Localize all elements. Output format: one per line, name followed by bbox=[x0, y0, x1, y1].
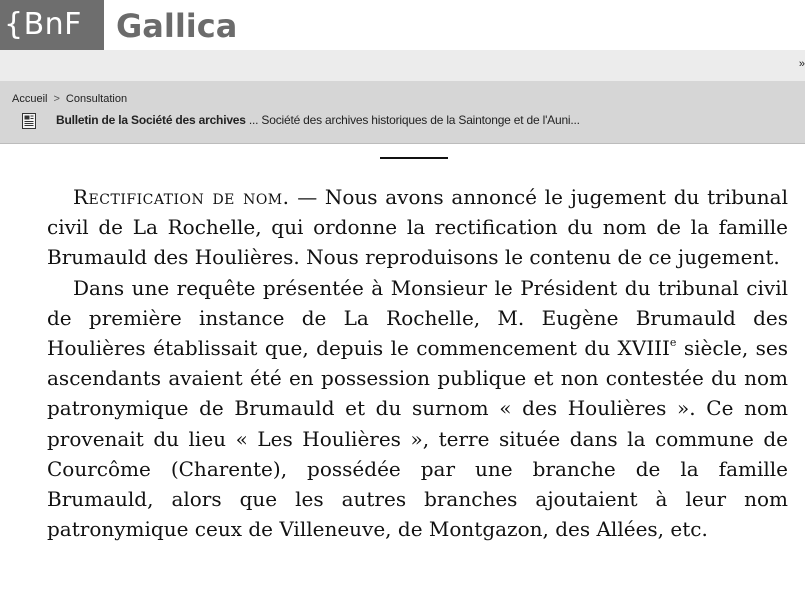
breadcrumb-home-link[interactable]: Accueil bbox=[12, 93, 48, 105]
page-text bbox=[47, 182, 788, 544]
paragraph-1-heading: Rectification de nom. bbox=[73, 185, 290, 209]
bnf-logo[interactable]: {BnF bbox=[0, 0, 104, 50]
header-strip bbox=[0, 50, 805, 81]
paragraph-1-body: — Nous avons annoncé le jugement du tribunal civil de La Rochelle, qui ordonne la rectification du nom de la famille Brumauld des Houlières. Nous reproduisons le contenu de ce jugement. bbox=[47, 185, 788, 270]
consultation-bar bbox=[0, 81, 805, 144]
strip-arrow-icon[interactable]: » bbox=[798, 58, 805, 70]
page-divider-rule bbox=[380, 157, 448, 159]
paragraph-1 bbox=[47, 182, 788, 273]
breadcrumb-current: Consultation bbox=[65, 93, 128, 105]
document-title-link[interactable]: Bulletin de la Société des archives bbox=[56, 113, 246, 128]
breadcrumb-separator: > bbox=[53, 93, 60, 105]
gallica-brand[interactable]: Gallica bbox=[116, 7, 238, 45]
breadcrumb bbox=[12, 93, 127, 105]
document-page-view[interactable] bbox=[0, 144, 805, 601]
document-info bbox=[22, 113, 580, 131]
paragraph-2-superscript: e bbox=[669, 336, 677, 350]
paragraph-2-part-2: siècle, ses ascendants avaient été en possession publique et non contestée du nom patronymique de Brumauld et du surnom « des Houlières ». Ce nom provenait du lieu « Les Houlières », terre située dans la commune de Courcôme (Charente), possédée par une branche de la famille Brumauld, alors que les autres branches ajoutaient à leur nom patronymique ceux de Villeneuve, de Montgazon, des Allées, etc. bbox=[47, 336, 788, 542]
paragraph-2-part-1: Dans une requête présentée à Monsieur le Président du tribunal civil de première instance de La Rochelle, M. Eugène Brumauld des Houlières établissait que, depuis le commencement du XVIII bbox=[47, 275, 788, 361]
paragraph-2 bbox=[47, 273, 788, 545]
top-header bbox=[0, 0, 805, 50]
document-subtitle: ... Société des archives historiques de la Saintonge et de l'Auni... bbox=[245, 113, 580, 128]
document-icon bbox=[22, 113, 36, 129]
